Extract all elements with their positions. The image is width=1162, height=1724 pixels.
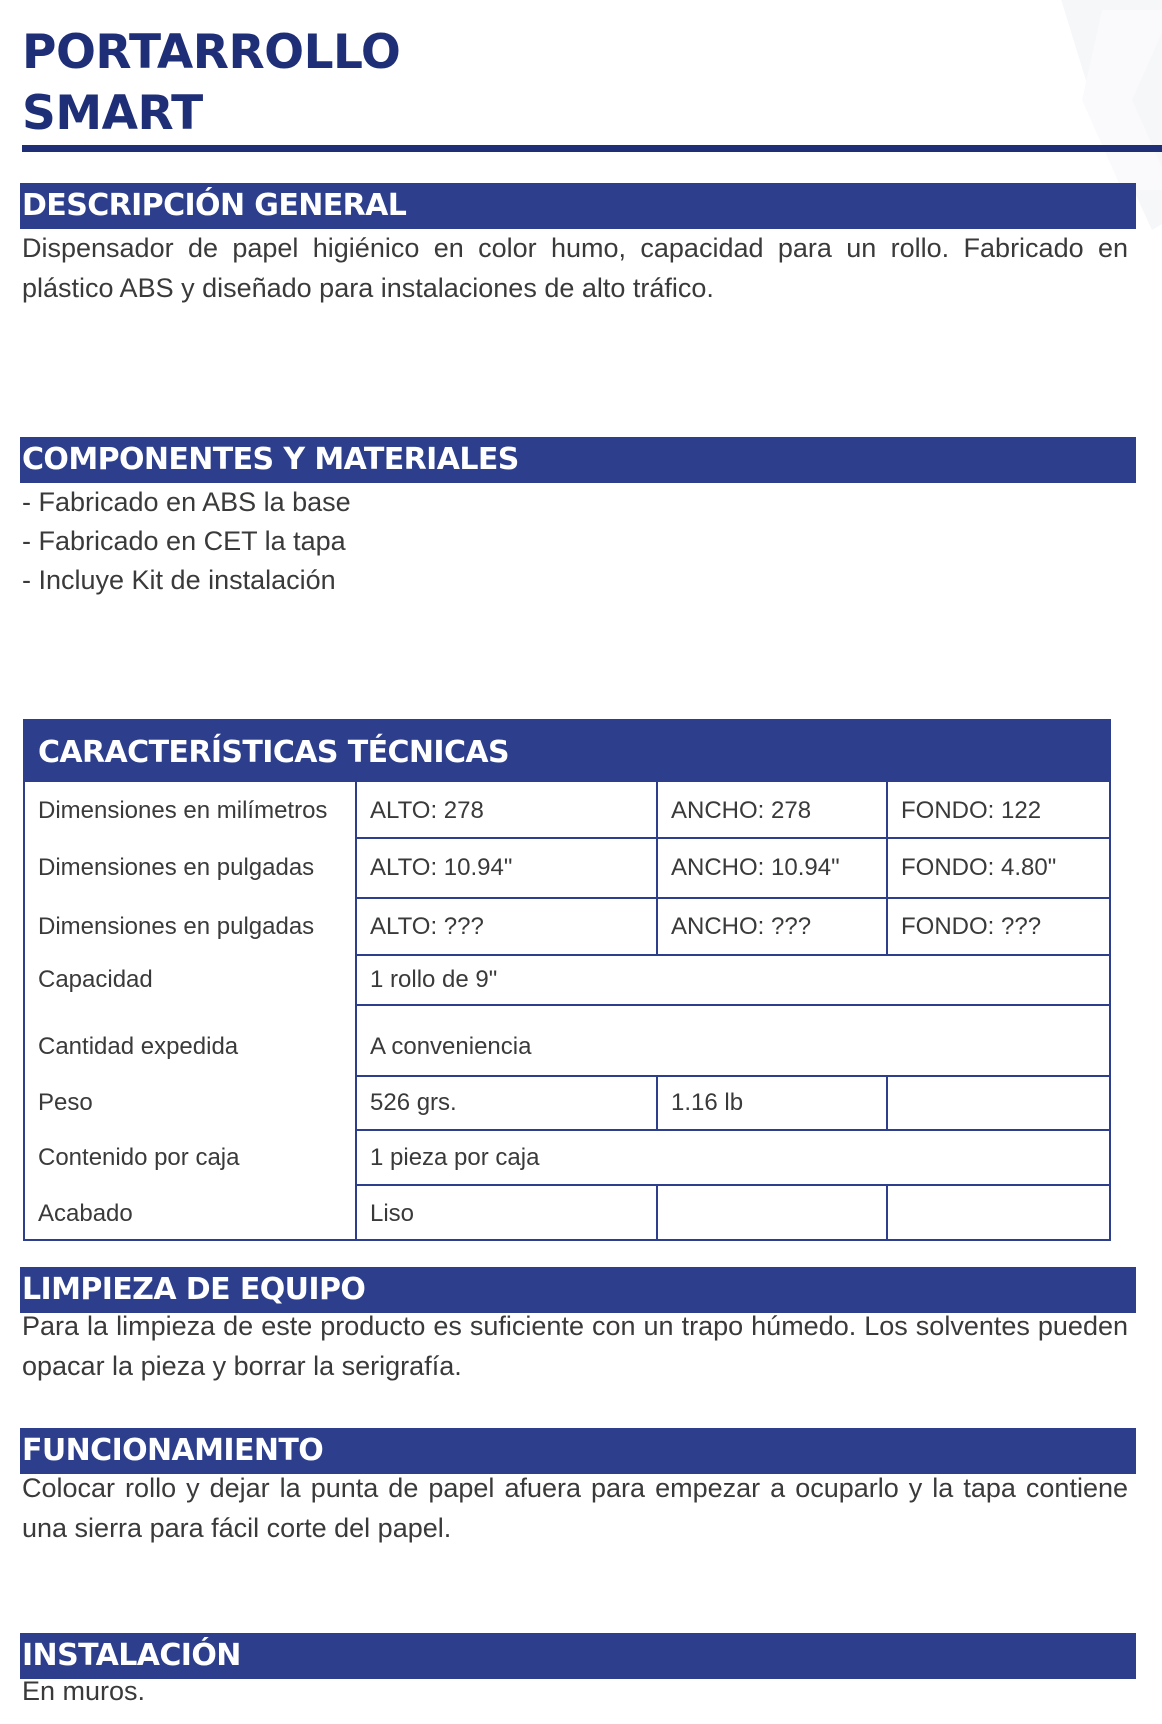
section-heading-limpieza: LIMPIEZA DE EQUIPO — [22, 1272, 366, 1307]
instalacion-text: En muros. — [22, 1676, 146, 1706]
descripcion-text: Dispensador de papel higiénico en color humo, capacidad para un rollo. Fabricado en plástico ABS y diseñado para instalaciones de alto tráfico. — [22, 233, 1128, 303]
table-row-label: Cantidad expedida — [38, 1032, 239, 1060]
caracteristicas-table — [23, 719, 1111, 1241]
product-title-line-1: PORTARROLLO — [22, 25, 401, 80]
section-header-componentes — [20, 437, 1136, 483]
list-item: - Fabricado en ABS la base — [22, 487, 351, 517]
section-heading-componentes: COMPONENTES Y MATERIALES — [22, 442, 519, 477]
list-item: - Fabricado en CET la tapa — [22, 526, 346, 556]
table-row-label: Dimensiones en pulgadas — [38, 913, 315, 940]
section-heading-funcionamiento: FUNCIONAMIENTO — [22, 1433, 324, 1468]
table-cell — [888, 1186, 1109, 1241]
table-row-label: Dimensiones en pulgadas — [38, 854, 315, 881]
componentes-list — [22, 483, 351, 600]
table-cell: Liso — [370, 1199, 415, 1227]
table-cell: ANCHO: 10.94" — [671, 854, 840, 881]
table-divider — [886, 899, 888, 955]
table-cell: ANCHO: ??? — [671, 913, 812, 940]
table-cell: 1 rollo de 9" — [370, 965, 498, 993]
table-cell: FONDO: 4.80" — [901, 854, 1057, 881]
table-cell: FONDO: 122 — [901, 796, 1042, 824]
section-heading-descripcion: DESCRIPCIÓN GENERAL — [22, 188, 407, 223]
limpieza-text: Para la limpieza de este producto es suficiente con un trapo húmedo. Los solventes pueden opacar la pieza y borrar la serigrafía. — [22, 1311, 1128, 1381]
table-header — [25, 721, 1109, 782]
table-cell: 526 grs. — [370, 1089, 457, 1116]
funcionamiento-text: Colocar rollo y dejar la punta de papel afuera para empezar a ocuparlo y la tapa contiene una sierra para fácil corte del papel. — [22, 1473, 1128, 1543]
list-item: - Incluye Kit de instalación — [22, 565, 336, 595]
table-cell: ALTO: 10.94" — [370, 854, 513, 881]
table-cell: ALTO: ??? — [370, 913, 484, 940]
table-row-label: Capacidad — [38, 965, 153, 993]
table-cell — [658, 1186, 886, 1241]
table-cell: A conveniencia — [370, 1032, 532, 1060]
table-cell — [888, 1077, 1109, 1129]
table-divider — [656, 899, 658, 955]
table-cell: FONDO: ??? — [901, 913, 1042, 940]
product-title-line-2: SMART — [22, 86, 203, 141]
table-divider — [355, 1004, 1109, 1006]
table-cell: ANCHO: 278 — [671, 796, 812, 824]
product-title — [22, 22, 400, 144]
table-row-label: Peso — [38, 1089, 93, 1116]
table-cell: 1.16 lb — [671, 1089, 744, 1116]
table-cell: 1 pieza por caja — [370, 1143, 540, 1171]
table-row-label: Acabado — [38, 1199, 133, 1227]
table-row-label: Contenido por caja — [38, 1143, 240, 1171]
section-heading-instalacion: INSTALACIÓN — [22, 1638, 241, 1673]
table-cell: ALTO: 278 — [370, 796, 484, 824]
section-header-descripcion — [20, 183, 1136, 229]
table-row-label: Dimensiones en milímetros — [38, 796, 328, 824]
title-divider — [22, 145, 1162, 152]
section-heading-caracteristicas: CARACTERÍSTICAS TÉCNICAS — [38, 735, 509, 770]
